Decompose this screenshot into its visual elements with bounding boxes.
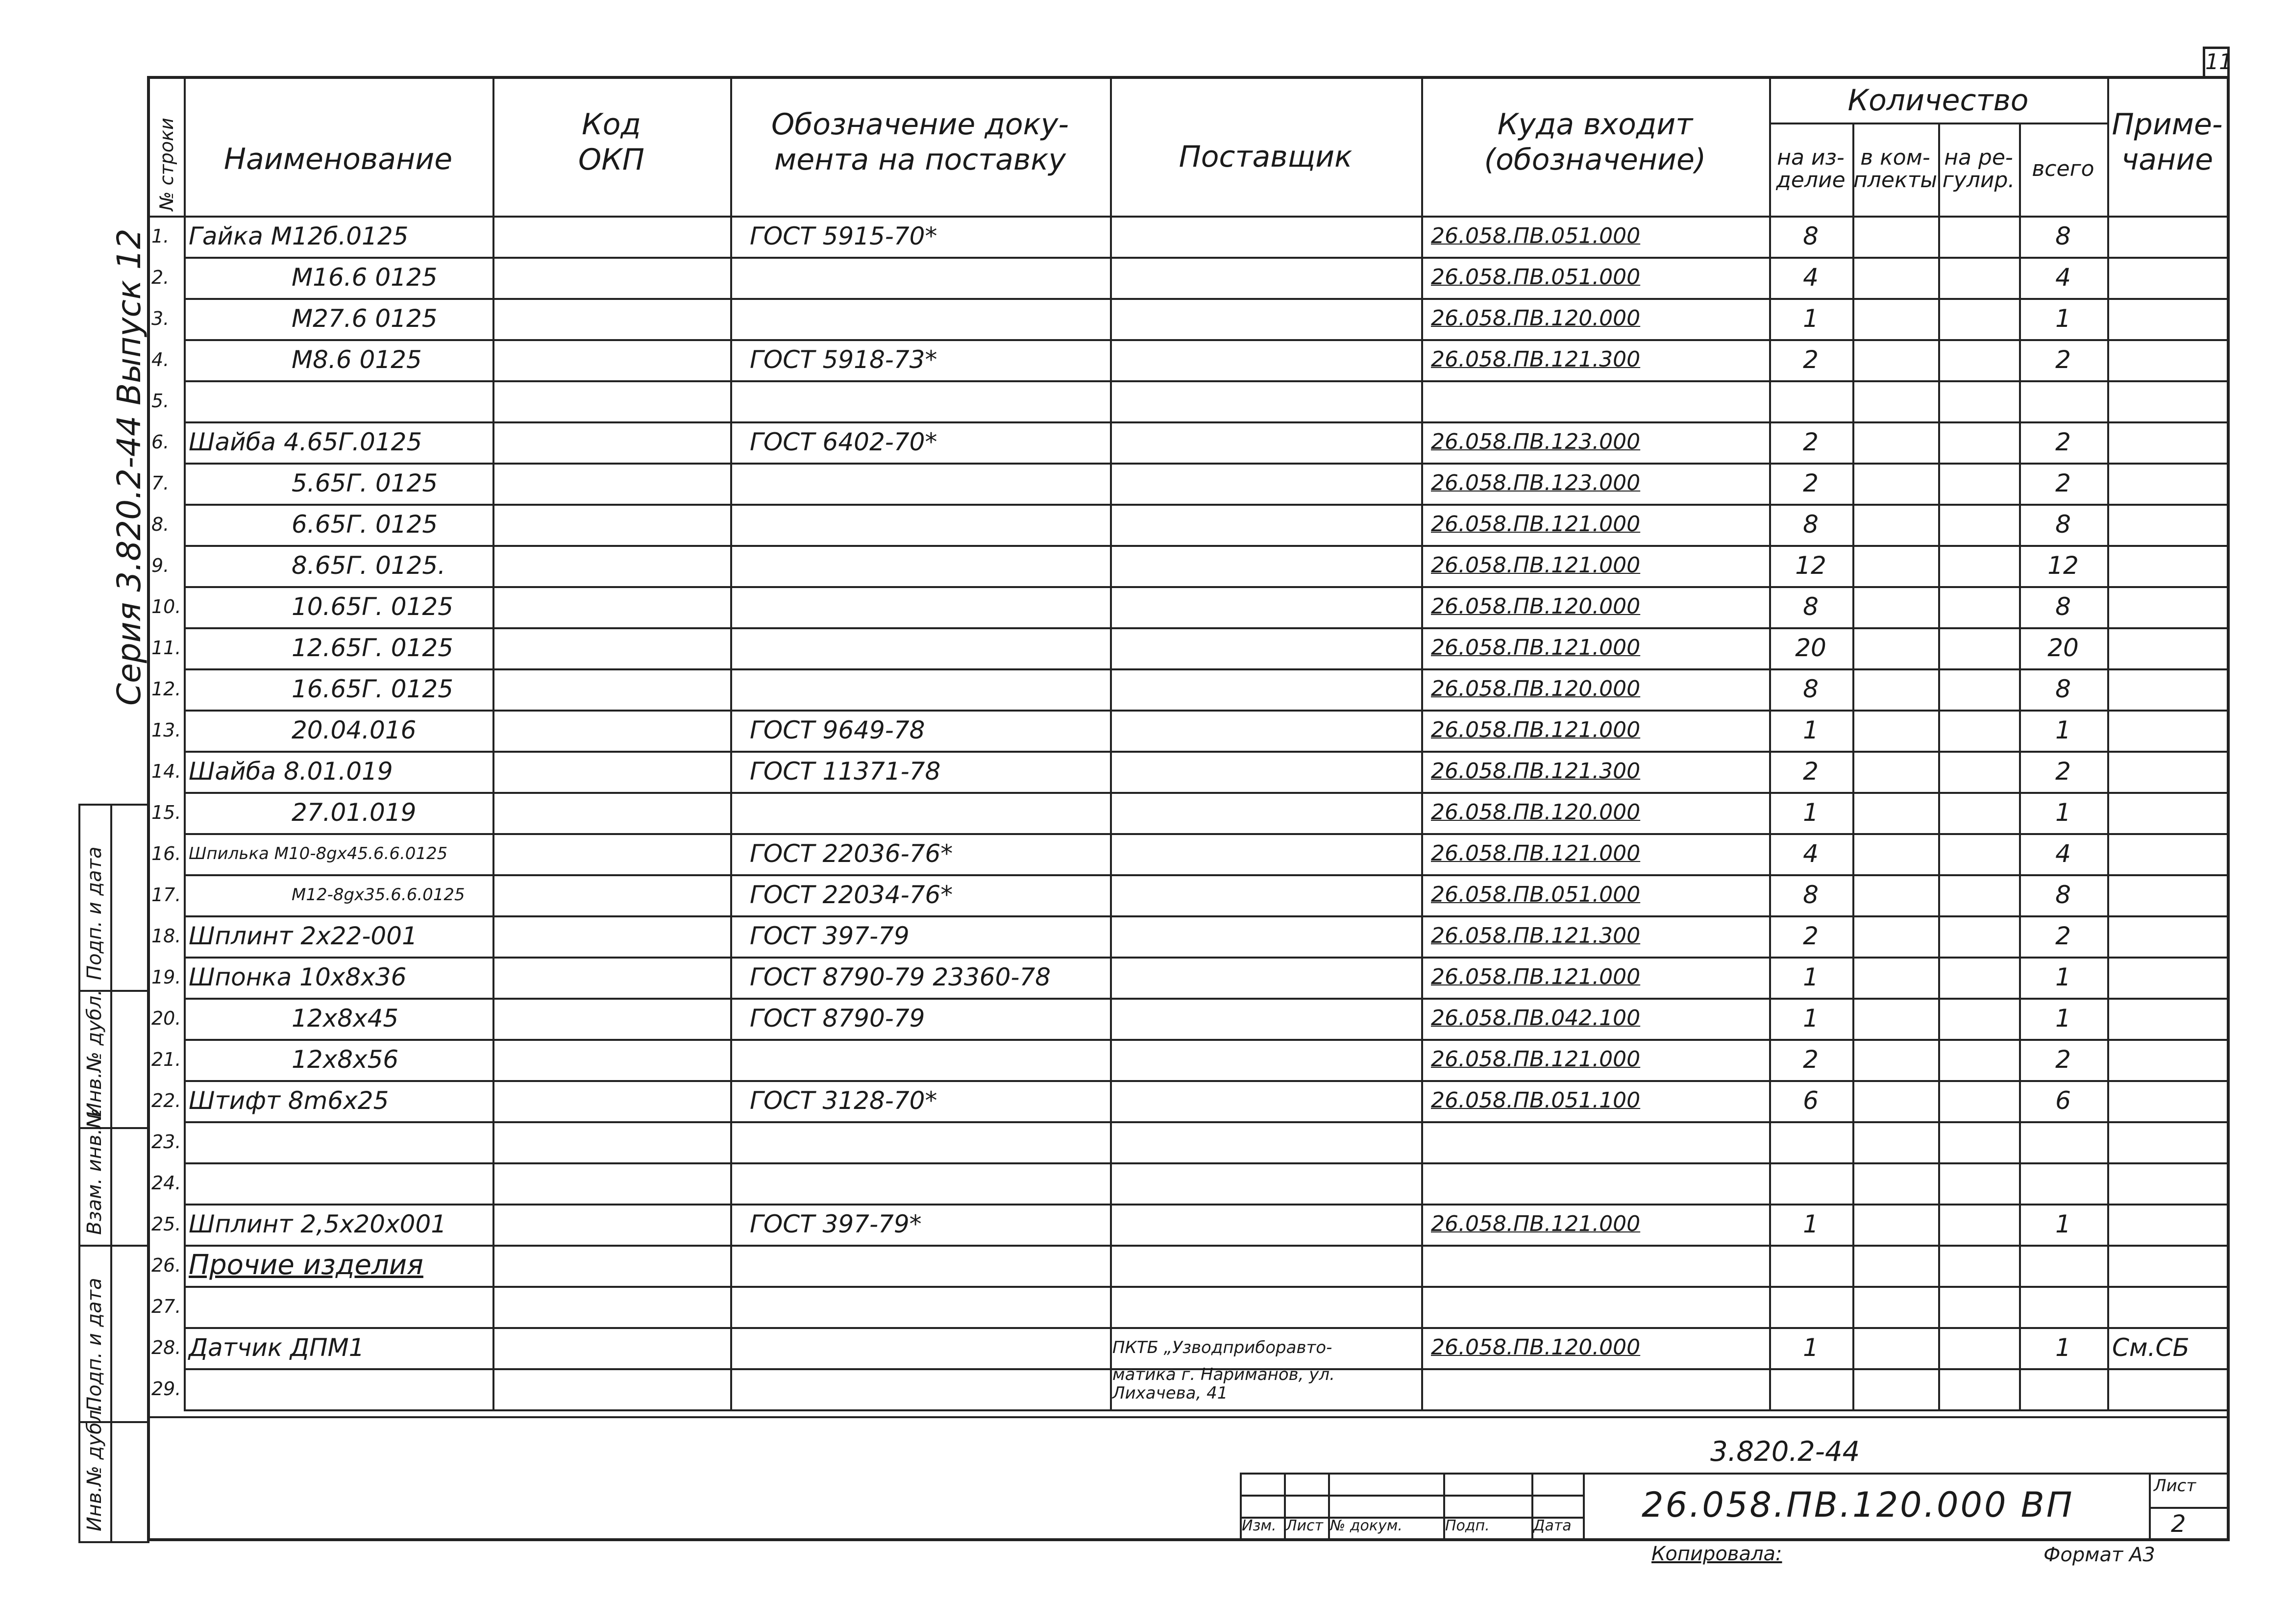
qty-total: 1 [2055,798,2071,827]
sheet-label: Лист [2154,1476,2196,1496]
item-name: Гайка М12б.0125 [189,222,409,250]
destination: 26.058.ПВ.042.100 [1431,1006,1641,1031]
row-number: 22. [151,1090,181,1111]
table-row [149,627,2227,668]
destination: 26.058.ПВ.051.000 [1431,265,1641,290]
item-name: 5.65Г. 0125 [292,469,438,497]
supply-document: ГОСТ 22036-76* [750,839,953,868]
table-row [149,1121,2227,1162]
side-box-edge [78,804,80,1541]
qty-total: 2 [2055,757,2071,786]
qty-per-item: 1 [1803,798,1819,827]
qty-total: 2 [2055,922,2071,950]
item-name: 12.65Г. 0125 [292,634,454,662]
table-row [149,586,2227,627]
destination: 26.058.ПВ.051.100 [1431,1088,1641,1113]
stamp-label: Лист [1286,1517,1324,1534]
header-name: Наименование [223,142,453,176]
row-number: 15. [151,802,181,823]
qty-per-item: 8 [1803,675,1819,703]
supply-document: ГОСТ 397-79* [750,1210,922,1238]
destination: 26.058.ПВ.120.000 [1431,676,1641,701]
table-row [149,1204,2227,1245]
format: Формат А3 [2043,1544,2155,1566]
qty-total: 1 [2055,716,2071,744]
qty-total: 8 [2055,222,2071,250]
series-code: 3.820.2-44 [1710,1436,1860,1468]
destination: 26.058.ПВ.120.000 [1431,1335,1641,1360]
destination: 26.058.ПВ.121.000 [1431,717,1641,742]
item-name: 27.01.019 [292,798,417,827]
table-row [149,792,2227,833]
row-number: 23. [151,1131,181,1153]
stamp-right [1583,1473,1585,1541]
item-name: Шпонка 10х8х36 [189,963,407,991]
qty-per-item: 2 [1803,469,1819,497]
sheet-corner-number: 11 [2203,47,2230,76]
row-number: 20. [151,1008,181,1029]
table-row [149,833,2227,874]
row-number: 26. [151,1255,181,1276]
sheet-value: 2 [2171,1510,2186,1538]
header-qty-adjust: на ре- гулир. [1942,145,2015,193]
qty-total: 8 [2055,881,2071,909]
table-row [149,915,2227,957]
side-stamp-label: Подп. и дата [83,1278,106,1411]
qty-per-item: 2 [1803,428,1819,456]
row-number: 21. [151,1049,181,1070]
supply-document: ГОСТ 8790-79 [750,1004,925,1033]
qty-per-item: 2 [1803,1045,1819,1074]
item-name: 8.65Г. 0125. [292,551,446,580]
qty-total: 20 [2047,634,2079,662]
qty-total: 1 [2055,1210,2071,1238]
row-number: 2. [151,267,170,288]
destination: 26.058.ПВ.123.000 [1431,470,1641,495]
qty-total: 2 [2055,1045,2071,1074]
destination: 26.058.ПВ.051.000 [1431,882,1641,907]
table-row [149,1286,2227,1327]
table-row [149,751,2227,792]
supplier: матика г. Нариманов, ул. Лихачева, 41 [1112,1365,1335,1403]
row-number: 7. [151,472,170,494]
qty-per-item: 1 [1803,1004,1819,1033]
table-row [149,298,2227,339]
destination: 26.058.ПВ.121.300 [1431,923,1641,948]
qty-total: 1 [2055,304,2071,333]
qty-total: 1 [2055,1004,2071,1033]
supply-document: ГОСТ 9649-78 [750,716,925,744]
qty-per-item: 2 [1803,345,1819,374]
qty-per-item: 4 [1803,263,1819,292]
qty-total: 8 [2055,675,2071,703]
table-row [149,380,2227,421]
row-number: 10. [151,596,181,617]
table-row [149,216,2227,257]
table-row [149,874,2227,915]
item-name: Шплинт 2,5х20х001 [189,1210,447,1238]
side-stamp-label: Подп. и дата [83,846,106,980]
header-qty-item: на из- делие [1776,145,1846,193]
table-row [149,710,2227,751]
side-stamp-label: Взам. инв.№ [83,1108,106,1235]
document-code: 26.058.ПВ.120.000 ВП [1642,1485,2074,1525]
qty-per-item: 1 [1803,963,1819,991]
destination: 26.058.ПВ.121.300 [1431,759,1641,784]
side-stamp-label: Инв.№ дубл. [83,1403,106,1531]
qty-per-item: 8 [1803,222,1819,250]
row-number: 6. [151,431,170,453]
destination: 26.058.ПВ.120.000 [1431,800,1641,825]
table-row [149,1162,2227,1204]
side-stamp-label: Инв.№ дубл. [83,989,106,1117]
table-row [149,339,2227,380]
row-number: 14. [151,761,181,782]
item-name: Шайба 4.65Г.0125 [189,428,422,456]
supply-document: ГОСТ 5918-73* [750,345,937,374]
copied-by: Копировала: [1651,1543,1782,1565]
supply-document: ГОСТ 11371-78 [750,757,941,786]
qty-per-item: 4 [1803,839,1819,868]
qty-per-item: 2 [1803,757,1819,786]
table-row [149,504,2227,545]
item-name: 12х8х45 [292,1004,399,1033]
qty-per-item: 20 [1795,634,1826,662]
table-row [149,1365,2227,1409]
destination: 26.058.ПВ.121.000 [1431,553,1641,578]
qty-total: 4 [2055,839,2071,868]
supply-document: ГОСТ 3128-70* [750,1086,937,1115]
item-name: Штифт 8m6х25 [189,1086,389,1115]
qty-per-item: 8 [1803,510,1819,539]
supply-document: ГОСТ 397-79 [750,922,910,950]
qty-total: 2 [2055,469,2071,497]
item-name: М8.6 0125 [292,345,422,374]
supply-document: ГОСТ 8790-79 23360-78 [750,963,1051,991]
item-name: 20.04.016 [292,716,417,744]
destination: 26.058.ПВ.121.000 [1431,841,1641,866]
header-note: Приме- чание [2112,107,2223,177]
destination: 26.058.ПВ.120.000 [1431,594,1641,619]
qty-per-item: 1 [1803,716,1819,744]
row-number: 3. [151,308,170,329]
row-number: 25. [151,1213,181,1235]
destination: 26.058.ПВ.121.000 [1431,964,1641,989]
supply-document: ГОСТ 22034-76* [750,881,953,909]
item-name: М12-8gx35.6.6.0125 [292,885,465,905]
qty-total: 12 [2047,551,2079,580]
destination: 26.058.ПВ.121.000 [1431,635,1641,660]
table-row [149,463,2227,504]
row-number: 18. [151,925,181,947]
row-line [184,1409,2227,1411]
qty-total: 8 [2055,592,2071,621]
destination: 26.058.ПВ.121.300 [1431,347,1641,372]
table-row [149,1245,2227,1286]
qty-per-item: 6 [1803,1086,1819,1115]
row-number: 11. [151,637,181,659]
supply-document: ГОСТ 5915-70* [750,222,937,250]
table-row [149,668,2227,710]
item-name: 12х8х56 [292,1045,399,1074]
table-row [149,257,2227,298]
header-qty-kit: в ком- плекты [1853,145,1937,193]
item-name: 10.65Г. 0125 [292,592,454,621]
qty-total: 6 [2055,1086,2071,1115]
item-name: Шпилька М10-8gx45.6.6.0125 [189,844,448,863]
qty-per-item: 12 [1795,551,1826,580]
destination: 26.058.ПВ.123.000 [1431,429,1641,454]
qty-total: 4 [2055,263,2071,292]
column-line [2227,78,2229,1409]
row-number: 27. [151,1296,181,1317]
supply-document: ГОСТ 6402-70* [750,428,937,456]
qty-per-item: 1 [1803,1210,1819,1238]
title-block-top [149,1416,2227,1418]
stamp-label: Изм. [1242,1517,1277,1534]
table-row [149,998,2227,1039]
stamp-label: Подп. [1445,1517,1490,1534]
sheet-cell-mid [2149,1507,2227,1509]
stamp-top [1240,1473,2227,1475]
row-number: 9. [151,555,170,576]
item-name: Прочие изделия [189,1249,423,1281]
qty-per-item: 8 [1803,592,1819,621]
note: См.СБ [2112,1333,2190,1362]
destination: 26.058.ПВ.051.000 [1431,223,1641,248]
row-number: 28. [151,1337,181,1358]
header-qty-total: всего [2032,156,2094,181]
stamp-label: № докум. [1330,1517,1403,1534]
item-name: Шплинт 2х22-001 [189,922,418,950]
table-row [149,957,2227,998]
side-box-divider [78,1245,149,1247]
table-row [149,1039,2227,1080]
destination: 26.058.ПВ.121.000 [1431,1047,1641,1072]
stamp-label: Дата [1533,1517,1572,1534]
row-number: 29. [151,1378,181,1400]
destination: 26.058.ПВ.120.000 [1431,306,1641,331]
header-code: Код ОКП [578,107,644,177]
row-number: 16. [151,843,181,864]
row-number: 1. [151,225,170,247]
row-number: 8. [151,514,170,535]
table-row [149,421,2227,463]
row-number: 19. [151,966,181,988]
row-number: 17. [151,884,181,906]
row-number: 13. [151,719,181,741]
side-box-top [78,804,149,806]
qty-total: 2 [2055,428,2071,456]
row-number: 4. [151,349,170,370]
qty-per-item: 1 [1803,1333,1819,1362]
side-series-label: Серия 3.820.2-44 Выпуск 12 [110,228,148,706]
qty-total: 2 [2055,345,2071,374]
qty-total: 1 [2055,963,2071,991]
header-doc: Обозначение доку- мента на поставку [771,107,1069,177]
item-name: М27.6 0125 [292,304,438,333]
table-row [149,1080,2227,1121]
item-name: Датчик ДПМ1 [189,1333,365,1362]
item-name: 16.65Г. 0125 [292,675,454,703]
supplier: ПКТБ „Узводприборавто- [1112,1338,1332,1357]
item-name: 6.65Г. 0125 [292,510,438,539]
row-number: 24. [151,1172,181,1194]
row-number: 12. [151,678,181,700]
header-supplier: Поставщик [1179,140,1353,174]
header-destination: Куда входит (обозначение) [1484,107,1706,177]
qty-per-item: 8 [1803,881,1819,909]
qty-per-item: 2 [1803,922,1819,950]
side-box-mid [110,804,112,1541]
side-box-divider [78,1541,149,1543]
item-name: М16.6 0125 [292,263,438,292]
qty-total: 8 [2055,510,2071,539]
item-name: Шайба 8.01.019 [189,757,393,786]
header-row-number: № строки [156,118,177,211]
table-row [149,545,2227,586]
destination: 26.058.ПВ.121.000 [1431,512,1641,537]
qty-total: 1 [2055,1333,2071,1362]
stamp-row [1240,1495,1583,1497]
header-quantity: Количество [1847,83,2029,118]
table-row [149,1327,2227,1368]
qty-per-item: 1 [1803,304,1819,333]
destination: 26.058.ПВ.121.000 [1431,1211,1641,1236]
row-number: 5. [151,390,170,412]
